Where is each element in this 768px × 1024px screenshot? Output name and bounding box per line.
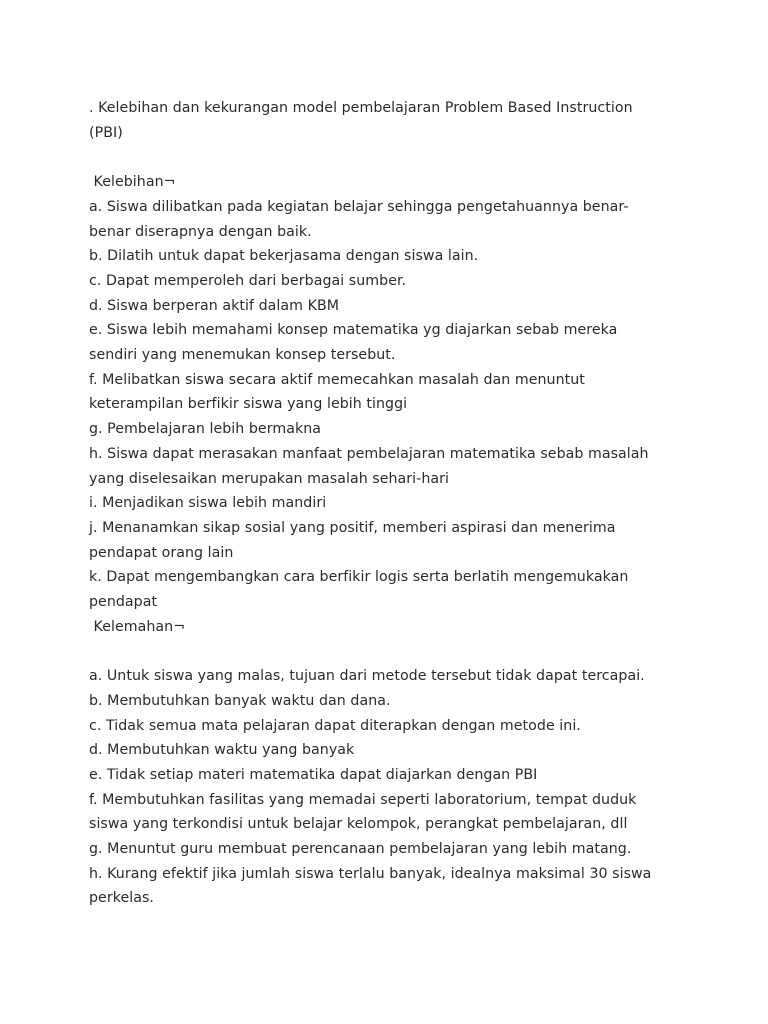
kelemahan-line: f. Membutuhkan fasilitas yang memadai seperti laboratorium, tempat duduk <box>89 791 637 808</box>
kelebihan-line: benar diserapnya dengan baik. <box>89 223 312 240</box>
kelebihan-line: sendiri yang menemukan konsep tersebut. <box>89 347 396 364</box>
kelebihan-line: e. Siswa lebih memahami konsep matematika yg diajarkan sebab mereka <box>89 322 618 339</box>
kelebihan-line: pendapat orang lain <box>89 544 234 561</box>
kelebihan-line: pendapat <box>89 594 158 611</box>
kelebihan-line: b. Dilatih untuk dapat bekerjasama dengan siswa lain. <box>89 248 479 265</box>
kelebihan-heading: Kelebihan¬ <box>89 174 176 191</box>
kelebihan-line: a. Siswa dilibatkan pada kegiatan belajar sehingga pengetahuannya benar- <box>89 198 629 215</box>
document-body <box>89 96 689 911</box>
kelemahan-line: siswa yang terkondisi untuk belajar kelompok, perangkat pembelajaran, dll <box>89 816 628 833</box>
kelebihan-line: keterampilan berfikir siswa yang lebih tinggi <box>89 396 408 413</box>
kelebihan-line: yang diselesaikan merupakan masalah sehari-hari <box>89 470 450 487</box>
kelebihan-line: k. Dapat mengembangkan cara berfikir logis serta berlatih mengemukakan <box>89 569 629 586</box>
kelemahan-line: g. Menuntut guru membuat perencanaan pembelajaran yang lebih matang. <box>89 841 632 858</box>
kelebihan-line: f. Melibatkan siswa secara aktif memecahkan masalah dan menuntut <box>89 371 585 388</box>
kelemahan-line: c. Tidak semua mata pelajaran dapat diterapkan dengan metode ini. <box>89 717 581 734</box>
kelebihan-line: h. Siswa dapat merasakan manfaat pembelajaran matematika sebab masalah <box>89 445 649 462</box>
kelebihan-line: g. Pembelajaran lebih bermakna <box>89 421 322 438</box>
kelebihan-line: i. Menjadikan siswa lebih mandiri <box>89 495 327 512</box>
kelebihan-line: j. Menanamkan sikap sosial yang positif, memberi aspirasi dan menerima <box>89 519 616 536</box>
kelemahan-line: h. Kurang efektif jika jumlah siswa terlalu banyak, idealnya maksimal 30 siswa <box>89 865 652 882</box>
blank-line <box>89 639 689 664</box>
document-title-line-1: . Kelebihan dan kekurangan model pembelajaran Problem Based Instruction <box>89 100 633 116</box>
blank-line <box>89 145 689 170</box>
kelebihan-line: c. Dapat memperoleh dari berbagai sumber. <box>89 272 407 289</box>
kelemahan-line: d. Membutuhkan waktu yang banyak <box>89 742 355 759</box>
kelemahan-line: e. Tidak setiap materi matematika dapat diajarkan dengan PBI <box>89 766 538 783</box>
kelemahan-line: a. Untuk siswa yang malas, tujuan dari metode tersebut tidak dapat tercapai. <box>89 668 645 685</box>
kelemahan-heading: Kelemahan¬ <box>89 618 186 635</box>
document-title-line-2: (PBI) <box>89 124 123 141</box>
kelemahan-line: b. Membutuhkan banyak waktu dan dana. <box>89 692 391 709</box>
kelebihan-line: d. Siswa berperan aktif dalam KBM <box>89 297 340 314</box>
kelemahan-line: perkelas. <box>89 890 154 907</box>
